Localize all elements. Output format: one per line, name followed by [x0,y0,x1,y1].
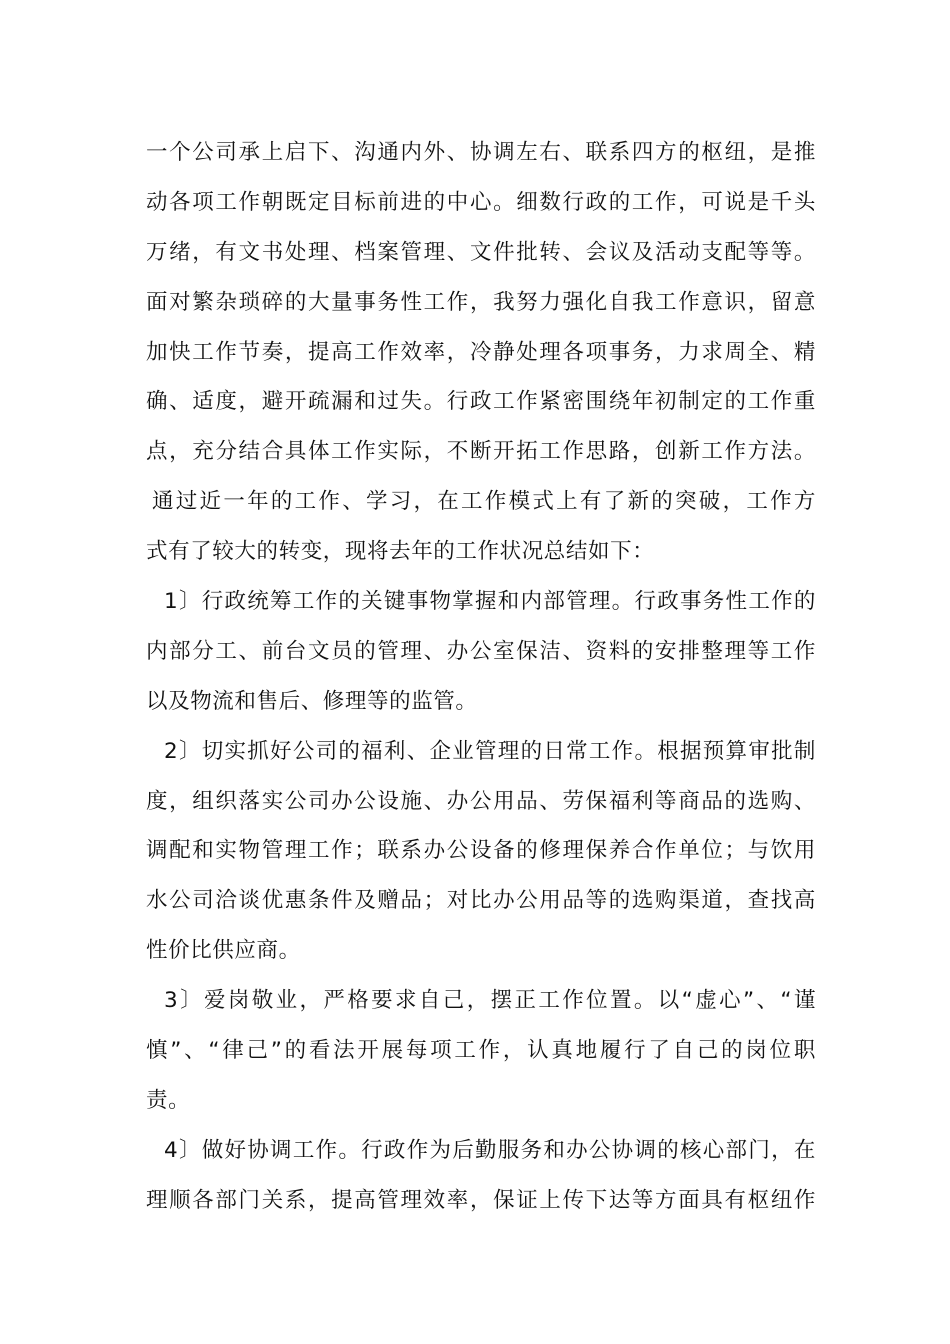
text-line: 1〕行政统筹工作的关键事物掌握和内部管理。行政事务性工作的 [164,589,816,615]
text-line: 水公司洽谈优惠条件及赠品；对比办公用品等的选购渠道，查找高 [146,888,816,914]
text-line: 责。 [146,1087,191,1113]
text-line: 点，充分结合具体工作实际，不断开拓工作思路，创新工作方法。 [146,439,816,465]
text-line: 加快工作节奏，提高工作效率，冷静处理各项事务，力求周全、精 [146,339,816,365]
text-line: 动各项工作朝既定目标前进的中心。细数行政的工作，可说是千头 [146,189,816,215]
text-line: 一个公司承上启下、沟通内外、协调左右、联系四方的枢纽，是推 [146,140,816,165]
document-body [146,128,816,1226]
text-line: 4〕做好协调工作。行政作为后勤服务和办公协调的核心部门，在 [164,1137,816,1163]
text-line: 慎”、“律己”的看法开展每项工作，认真地履行了自己的岗位职 [146,1038,816,1064]
text-line: 性价比供应商。 [146,938,301,964]
text-line: 调配和实物管理工作；联系办公设备的修理保养合作单位；与饮用 [146,838,816,864]
text-line: 面对繁杂琐碎的大量事务性工作，我努力强化自我工作意识，留意 [146,289,816,315]
text-line: 万绪，有文书处理、档案管理、文件批转、会议及活动支配等等。 [146,239,816,265]
text-line: 以及物流和售后、修理等的监管。 [146,688,478,714]
text-line: 确、适度，避开疏漏和过失。行政工作紧密围绕年初制定的工作重 [146,389,816,415]
text-line: 通过近一年的工作、学习，在工作模式上有了新的突破，工作方 [152,489,816,515]
text-line: 式有了较大的转变，现将去年的工作状况总结如下： [146,539,655,565]
text-line: 度，组织落实公司办公设施、办公用品、劳保福利等商品的选购、 [146,788,816,814]
text-line: 3〕爱岗敬业，严格要求自己，摆正工作位置。以“虚心”、“谨 [164,988,816,1014]
text-line: 内部分工、前台文员的管理、办公室保洁、资料的安排整理等工作 [146,638,816,664]
text-line: 理顺各部门关系，提高管理效率，保证上传下达等方面具有枢纽作 [146,1187,816,1213]
text-line: 2〕切实抓好公司的福利、企业管理的日常工作。根据预算审批制 [164,738,816,764]
